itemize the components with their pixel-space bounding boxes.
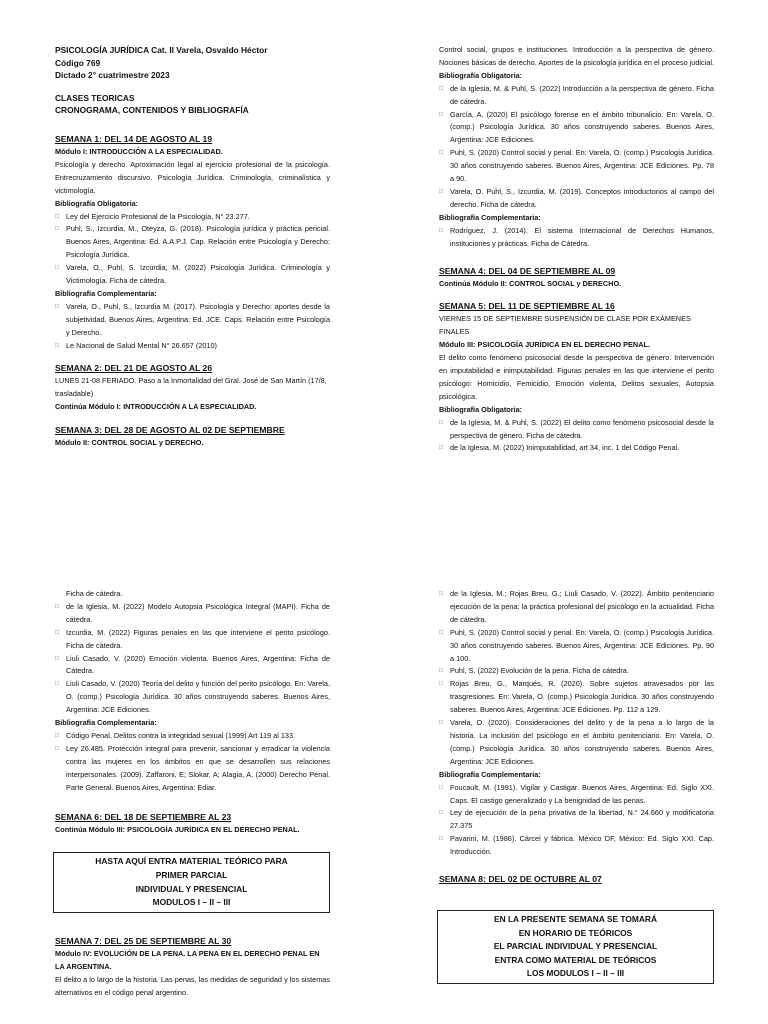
biblio-item: □ Código Penal, Delitos contra la integridad sexual (1999) Art 119 al 133. xyxy=(55,730,330,743)
biblio-item: □ Varela, O. (2020). Consideraciones del delito y de la pena a lo largo de la historia. La inclusión del psicólogo en el ámbito penitenciario. En: Varela, O. (comp.) Psicología Jurídica. 30 años construyendo saberes. Buenos Aires, Argentina: JCE Ediciones. xyxy=(439,717,714,769)
biblio-item: □ de la Iglesia, M. & Puhl, S. (2022) El delito como fenómeno psicosocial desde la perspectiva de género. Ficha de cátedra. xyxy=(439,417,714,443)
week-1-biblio-comp-label: Bibliografía Complementaria: xyxy=(55,288,157,298)
week-1-content: Psicología y derecho. Aproximación legal al ejercicio profesional de la psicología. Entrecruzamiento discursivo. Psicología Jurídica. Criminología, criminalística y victimología. xyxy=(55,159,330,195)
week-3-module: Módulo II: CONTROL SOCIAL y DERECHO. xyxy=(55,438,204,448)
week-5-biblio-comp-label: Bibliografía Complementaria: xyxy=(55,718,157,728)
biblio-item: □ Pavarini, M. (1986). Cárcel y fábrica. México DF, México: Ed. Siglo XXI. Cap. Introducción. xyxy=(439,833,714,859)
week-7-module: Módulo IV: EVOLUCIÓN DE LA PENA. LA PENA EN EL DERECHO PENAL EN LA ARGENTINA. xyxy=(55,948,320,971)
notice-line: EN LA PRESENTE SEMANA SE TOMARÁ xyxy=(493,914,658,925)
biblio-item: □ Puhl, S. (2020) Control social y penal. En: Varela, O. (comp.) Psicología Jurídica. 30 años construyendo saberes. Buenos Aires, Argentina: JCE Ediciones. Pp. 90 a 100. xyxy=(439,627,714,666)
biblio-item: □ Varela, O., Puhl, S. Izcurdia, M. (2022) Psicología Jurídica. Criminología y Victimología. Ficha de cátedra. xyxy=(55,262,330,288)
notice-line: LOS MODULOS I – II – III xyxy=(526,968,625,979)
biblio-item: □ de la Iglesia, M. (2022) Modelo Autopsia Psicológica Integral (MAPI). Ficha de cátedra. xyxy=(55,601,330,627)
notice-line: EN HORARIO DE TEÓRICOS xyxy=(518,927,633,938)
biblio-item: □ Varela, O., Puhl, S., Izcurdia M. (2017). Psicología y Derecho: aportes desde la subjetividad. Buenos Aires, Argentina: Ed. JCE. Caps. Relación entre Psicología y Derecho. xyxy=(55,301,330,340)
week-7-biblio-comp-label: Bibliografía Complementaria: xyxy=(439,769,541,779)
biblio-item: □ Izcurdia, M. (2022) Figuras penales en las que interviene el perito psicólogo. Ficha de cátedra. xyxy=(55,627,330,653)
biblio-item: □ Le Nacional de Salud Mental N° 26.657 (2010) xyxy=(55,340,330,353)
week-3-biblio-oblig-list xyxy=(439,83,714,212)
notice-line: EL PARCIAL INDIVIDUAL Y PRESENCIAL xyxy=(493,941,658,952)
week-7-content: El delito a lo largo de la historia. Las penas, las medidas de seguridad y los sistemas alternativos en el código penal argentino. xyxy=(55,974,330,997)
week-7-biblio-comp-list xyxy=(439,782,714,859)
week-7-biblio-oblig-list xyxy=(439,588,714,769)
week-5-biblio-oblig-list-cont xyxy=(55,601,330,717)
biblio-item: □ Ley 26.485. Protección integral para prevenir, sancionar y erradicar la violencia contra las mujeres en los ámbitos en que se desarrollen sus relaciones interpersonales. (2009). Zaffaroni, E; Slokar, A; Alagia, A. (2000) Derecho Penal. Parte General. Buenos Aires, Argentina: Ediar. xyxy=(55,743,330,795)
column-bottom-left xyxy=(55,588,330,999)
week-5-module: Módulo III: PSICOLOGÍA JURÍDICA EN EL DERECHO PENAL. xyxy=(439,340,650,350)
week-6-title: SEMANA 6: DEL 18 DE SEPTIEMBRE AL 23 xyxy=(55,811,232,822)
week-5-biblio-oblig-list xyxy=(439,417,714,456)
biblio-item: □ Puhl, S. (2020) Control social y penal. En: Varela, O. (comp.) Psicología Jurídica. 30 años construyendo saberes. Buenos Aires, Argentina: JCE Ediciones. Pp. 78 a 90. xyxy=(439,147,714,186)
week-1-biblio-comp-list xyxy=(55,301,330,353)
week-1-biblio-oblig-list xyxy=(55,211,330,288)
section-subtitle: CRONOGRAMA, CONTENIDOS Y BIBLIOGRAFÍA xyxy=(55,105,249,116)
biblio-item: □ Puhl, S., Izcurdia, M., Oteyza, G. (2018). Psicología jurídica y práctica pericial. Buenos Aires, Argentina: Ed. A.A.P.J. Cap. Relación entre Psicología y Derecho: Psicología Jurídica. xyxy=(55,223,330,262)
biblio-item: □ de la Iglesia, M. (2022) Inimputabilidad, art 34, inc. 1 del Código Penal. xyxy=(439,442,714,455)
biblio-item: □ Rojas Breu, G., Marqués, R. (2020). Sobre sujetos atravesados por las trasgresiones. En: Varela, O. (comp.) Psicología Jurídica. 30 años construyendo saberes. Buenos Aires, Argentina: JCE Ediciones. Pp. 112 a 129. xyxy=(439,678,714,717)
week-3-content: Control social, grupos e instituciones. Introducción a la perspectiva de género. Nociones básicas de derecho. Aportes de la psicología jurídica en el proceso judicial. xyxy=(439,45,715,67)
biblio-item: □ Ley de ejecución de la pena privativa de la libertad, N.° 24.660 y modificatoria 27.375 xyxy=(439,807,714,833)
week-7-title: SEMANA 7: DEL 25 DE SEPTIEMBRE AL 30 xyxy=(55,935,232,946)
week-4-title: SEMANA 4: DEL 04 DE SEPTIEMBRE AL 09 xyxy=(439,265,616,276)
biblio-item: □ Ley del Ejercicio Profesional de la Psicología, N° 23.277. xyxy=(55,211,330,224)
section-label: CLASES TEORICAS xyxy=(55,92,135,103)
notice-line: MODULOS I – II – III xyxy=(152,897,231,908)
week-6-module: Continúa Módulo III: PSICOLOGÍA JURÍDICA EN EL DERECHO PENAL. xyxy=(55,824,300,834)
exam-week-notice-box xyxy=(437,910,714,984)
week-2-note: LUNES 21-08 FERIADO. Paso a la Inmortalidad del Gral. José de San Martín (17/8, trasladable) xyxy=(55,376,327,399)
course-code: Código 769 xyxy=(55,57,101,68)
column-top-left xyxy=(55,44,330,450)
notice-line: PRIMER PARCIAL xyxy=(155,870,228,880)
week-2-title: SEMANA 2: DEL 21 DE AGOSTO AL 26 xyxy=(55,363,213,374)
first-exam-notice-box xyxy=(53,852,330,912)
week-1-module: Módulo I: INTRODUCCIÓN A LA ESPECIALIDAD. xyxy=(55,146,223,156)
biblio-item-continuation: Ficha de cátedra. xyxy=(66,589,123,598)
course-term: Dictado 2° cuatrimestre 2023 xyxy=(55,70,170,81)
week-5-biblio-comp-list xyxy=(55,730,330,795)
week-2-module: Continúa Módulo I: INTRODUCCIÓN A LA ESPECIALIDAD. xyxy=(55,402,257,412)
week-5-biblio-oblig-label: Bibliografía Obligatoria: xyxy=(439,404,523,414)
biblio-item: □ García, A. (2020) El psicólogo forense en el ámbito tribunalicio. En: Varela, O. (comp.) Psicología Jurídica. 30 años construyendo saberes. Buenos Aires, Argentina: JCE Ediciones. xyxy=(439,109,714,148)
biblio-item: □ Puhl, S. (2022) Evolución de la pena. Ficha de cátedra. xyxy=(439,665,714,678)
week-3-biblio-oblig-label: Bibliografía Obligatoria: xyxy=(439,70,523,80)
biblio-item: □ Rodríguez, J. (2014). El sistema Internacional de Derechos Humanos, instituciones y prácticas. Ficha de Cátedra. xyxy=(439,225,714,251)
week-5-content: El delito como fenómeno psicosocial desde la perspectiva de género. Intervención en imputabilidad e inimputabilidad. Figuras penales en las que interviene el perito psicólogo: Homicidio, Femicidio, Emoción violenta, Delitos sexuales, Autopsia psicológica. xyxy=(439,353,714,401)
week-4-module: Continúa Módulo II: CONTROL SOCIAL y DERECHO. xyxy=(439,278,622,288)
week-8-title: SEMANA 8: DEL 02 DE OCTUBRE AL 07 xyxy=(439,874,602,885)
week-5-note: VIERNES 15 DE SEPTIEMBRE SUSPENSIÓN DE CLASE POR EXÁMENES FINALES xyxy=(439,314,691,337)
week-1-title: SEMANA 1: DEL 14 DE AGOSTO AL 19 xyxy=(55,133,213,144)
week-3-biblio-comp-label: Bibliografía Complementaria: xyxy=(439,212,541,222)
biblio-item: □ Varela, O. Puhl, S., Izcurdia, M. (2019). Conceptos introductorios al campo del derecho. Ficha de cátedra. xyxy=(439,186,714,212)
biblio-item: □ de la Iglesia, M.; Rojas Breu, G.; Liuli Casado, V. (2022). Ámbito penitenciario ejecución de la pena: la práctica profesional del psicólogo en la actualidad. Ficha de cátedra. xyxy=(439,588,714,627)
notice-line: INDIVIDUAL Y PRESENCIAL xyxy=(135,883,248,894)
week-5-title: SEMANA 5: DEL 11 DE SEPTIEMBRE AL 16 xyxy=(439,301,615,312)
biblio-item: □ Liuli Casado, V. (2020) Emoción violenta. Buenos Aires, Argentina: Ficha de Cátedra. xyxy=(55,653,330,679)
biblio-item: □ de la Iglesia, M. & Puhl, S. (2022) Introducción a la perspectiva de género. Ficha de cátedra. xyxy=(439,83,714,109)
week-3-biblio-comp-list xyxy=(439,225,714,251)
biblio-item: □ Foucault, M. (1991). Vigilar y Castigar. Buenos Aires, Argentina: Ed. Siglo XXI. Caps. El castigo generalizado y La benignidad de las penas. xyxy=(439,782,714,808)
column-bottom-right xyxy=(439,588,714,984)
week-3-title: SEMANA 3: DEL 28 DE AGOSTO AL 02 DE SEPTIEMBRE xyxy=(55,425,285,436)
notice-line: ENTRA COMO MATERIAL DE TEÓRICOS xyxy=(494,954,657,965)
course-title: PSICOLOGÍA JURÍDICA Cat. II Varela, Osvaldo Héctor xyxy=(55,45,268,55)
column-top-right xyxy=(439,44,714,455)
biblio-item: □ Liuli Casado, V. (2020) Teoría del delito y función del perito psicólogo. En: Varela, O. (comp.) Psicología Jurídica. 30 años construyendo saberes. Buenos Aires, Argentina: JCE Ediciones. xyxy=(55,678,330,717)
week-1-biblio-oblig-label: Bibliografía Obligatoria: xyxy=(55,198,139,208)
notice-line: HASTA AQUÍ ENTRA MATERIAL TEÓRICO PARA xyxy=(95,856,288,867)
